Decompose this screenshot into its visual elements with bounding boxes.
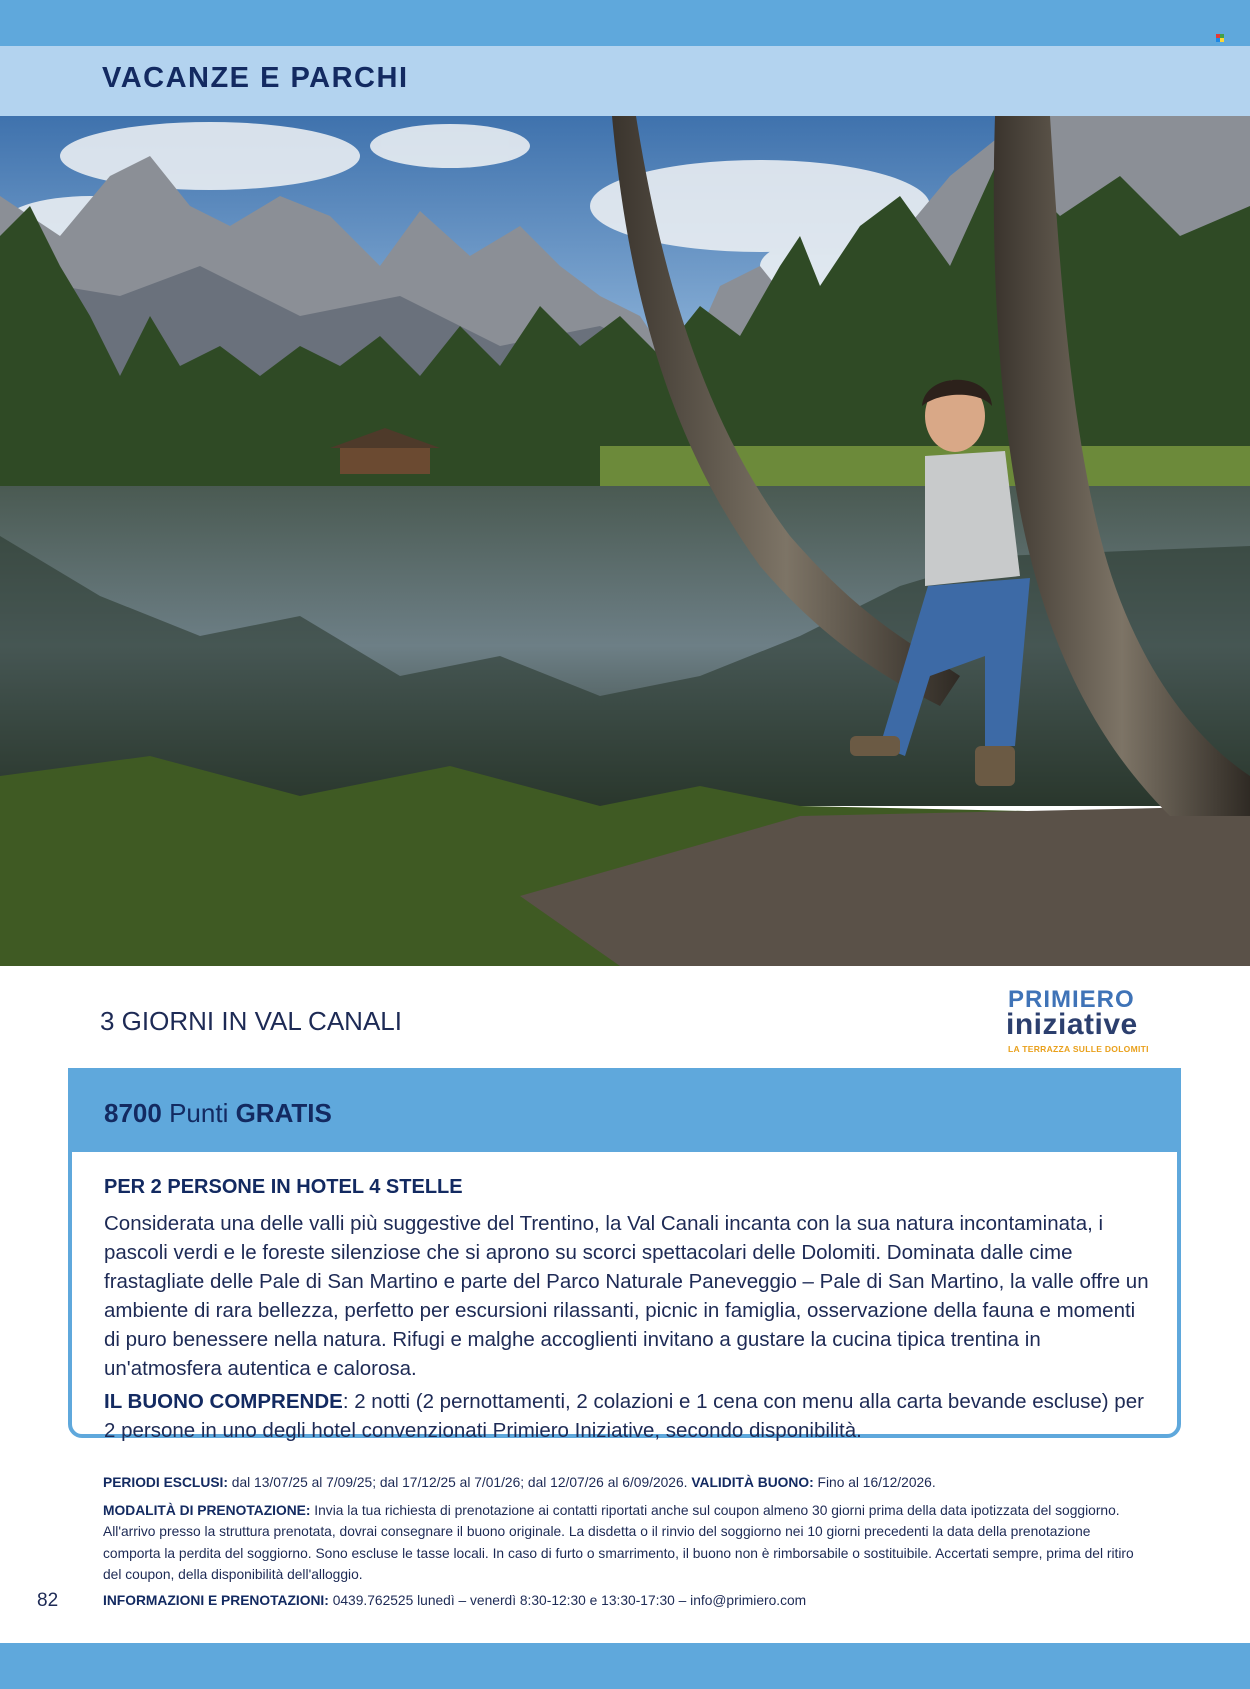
offer-description: Considerata una delle valli più suggestive del Trentino, la Val Canali incanta con la sua natura incontaminata, i pascoli verdi e le foreste silenziose che si aprono su scorci spettacolari delle Dolomiti. Dominata dalle cime frastagliate delle Pale di San Martino e parte del Parco Naturale Paneveggio – Pale di San Martino, la valle offre un ambiente di rara bellezza, perfetto per escursioni rilassanti, picnic in famiglia, osservazione della fauna e momenti di puro benessere nella natura. Rifugi e malghe accoglienti invitano a gustare la cucina tipica trentina in un'atmosfera autentica e calorosa.	[104, 1212, 1149, 1380]
booking-terms	[103, 1500, 1143, 1586]
booking-label: MODALITÀ DI PRENOTAZIONE:	[103, 1502, 311, 1518]
points-label: Punti	[169, 1098, 229, 1128]
excluded-periods-text: dal 13/07/25 al 7/09/25; dal 17/12/25 al 7/01/26; dal 12/07/26 al 6/09/2026.	[227, 1475, 688, 1490]
price-word: GRATIS	[235, 1098, 332, 1128]
includes-text: : 2 notti (2 pernottamenti, 2 colazioni e 1 cena con menu alla carta bevande escluse) per 2 persone in uno degli hotel convenzionati Primiero Iniziative, secondo disponibilità.	[104, 1390, 1144, 1442]
points-value: 8700	[104, 1098, 162, 1128]
bottom-color-band	[0, 1643, 1250, 1689]
registration-mark-icon	[1216, 34, 1224, 42]
excluded-periods-label: PERIODI ESCLUSI:	[103, 1475, 228, 1490]
page-number: 82	[37, 1590, 59, 1611]
offer-title: 3 GIORNI IN VAL CANALI	[100, 1006, 402, 1036]
validity-text: Fino al 16/12/2026.	[813, 1475, 936, 1490]
top-color-band	[0, 0, 1250, 46]
section-title: VACANZE E PARCHI	[102, 62, 409, 94]
offer-subtitle: PER 2 PERSONE IN HOTEL 4 STELLE	[104, 1176, 463, 1198]
logo-tagline: LA TERRAZZA SULLE DOLOMITI	[1008, 1044, 1149, 1054]
excluded-periods-line	[103, 1472, 1143, 1494]
terms-notes	[103, 1472, 1143, 1592]
offer-body	[104, 1176, 1154, 1445]
contact-info	[103, 1593, 806, 1608]
info-label: INFORMAZIONI E PRENOTAZIONI:	[103, 1593, 329, 1608]
hero-photo	[0, 116, 1250, 966]
primiero-iniziative-logo	[1006, 984, 1156, 1054]
includes-label: IL BUONO COMPRENDE	[104, 1390, 343, 1413]
offer-includes	[104, 1387, 1154, 1445]
points-price	[104, 1098, 332, 1129]
offer-price-header	[72, 1072, 1177, 1152]
logo-wordmark-top: PRIMIERO	[1008, 986, 1135, 1013]
logo-wordmark-main: iniziative	[1006, 1008, 1138, 1041]
info-text: 0439.762525 lunedì – venerdì 8:30-12:30 e 13:30-17:30 – info@primiero.com	[328, 1593, 807, 1608]
booking-text: Invia la tua richiesta di prenotazione ai contatti riportati anche sul coupon almeno 30 giorni prima della data ipotizzata del soggiorno. All'arrivo presso la struttura prenotata, dovrai consegnare il buono originale. La disdetta o il rinvio del soggiorno nei 10 giorni precedenti la data della prenotazione comporta la perdita del soggiorno. Sono escluse le tasse locali. In caso di furto o smarrimento, il buono non è rimborsabile o sostituibile. Accertati sempre, prima del ritiro del coupon, della disponibilità dell'alloggio.	[103, 1502, 1134, 1582]
offer-box	[68, 1068, 1181, 1442]
validity-label: VALIDITÀ BUONO:	[691, 1475, 814, 1490]
